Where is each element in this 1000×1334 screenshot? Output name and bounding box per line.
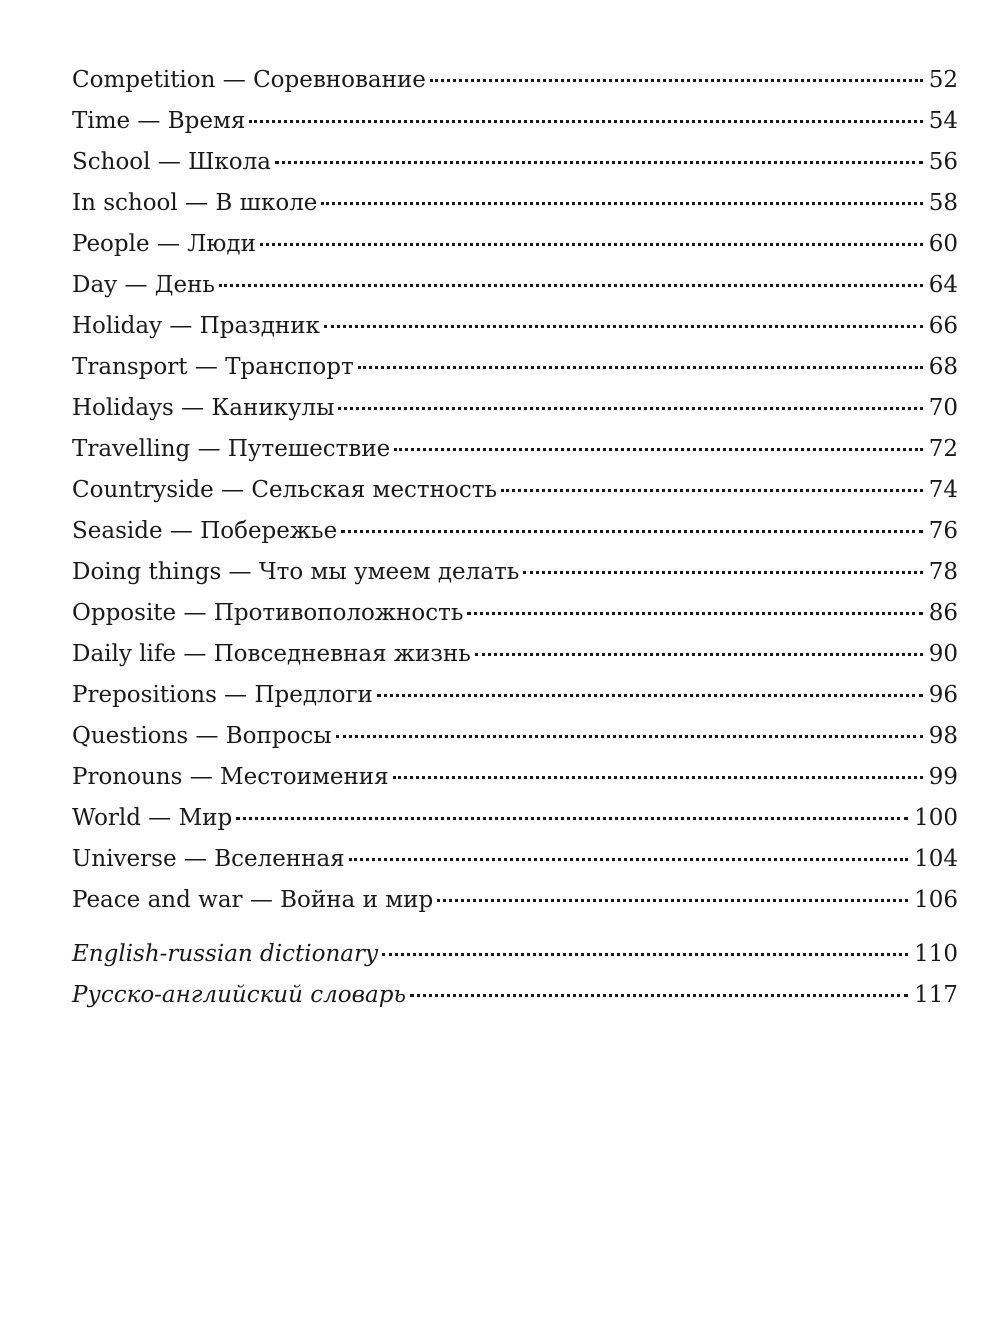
toc-entry bbox=[72, 101, 958, 142]
dot-leader bbox=[321, 202, 922, 205]
toc-entry-page: 117 bbox=[914, 982, 958, 1008]
toc-entry bbox=[72, 552, 958, 593]
toc-entry-page: 98 bbox=[928, 723, 958, 749]
dot-leader bbox=[275, 161, 923, 164]
dot-leader bbox=[523, 571, 922, 574]
toc-entry bbox=[72, 593, 958, 634]
toc-entry-title: Questions — Вопросы bbox=[72, 723, 332, 749]
toc-entry-page: 54 bbox=[928, 108, 958, 134]
table-of-contents bbox=[72, 60, 958, 1016]
toc-entry-page: 96 bbox=[928, 682, 958, 708]
toc-entry-title: Countryside — Сельская местность bbox=[72, 477, 497, 503]
dot-leader bbox=[382, 953, 908, 956]
dot-leader bbox=[236, 817, 908, 820]
dot-leader bbox=[501, 489, 923, 492]
toc-entry-page: 99 bbox=[928, 764, 958, 790]
toc-entry-page: 106 bbox=[914, 887, 958, 913]
dot-leader bbox=[324, 325, 923, 328]
toc-entry-title: Holidays — Каникулы bbox=[72, 395, 335, 421]
toc-entry bbox=[72, 429, 958, 470]
toc-entry-title: Competition — Соревнование bbox=[72, 67, 426, 93]
toc-entry bbox=[72, 60, 958, 101]
dot-leader bbox=[219, 284, 923, 287]
toc-entry bbox=[72, 511, 958, 552]
toc-entry bbox=[72, 798, 958, 839]
toc-entry-page: 58 bbox=[928, 190, 958, 216]
toc-entry-page: 52 bbox=[928, 67, 958, 93]
dot-leader bbox=[358, 366, 923, 369]
toc-entry bbox=[72, 388, 958, 429]
toc-entry bbox=[72, 757, 958, 798]
toc-entry-page: 78 bbox=[928, 559, 958, 585]
dot-leader bbox=[393, 776, 923, 779]
toc-dictionary-entry bbox=[72, 934, 958, 975]
toc-entry-title: Opposite — Противоположность bbox=[72, 600, 464, 626]
section-gap bbox=[72, 921, 958, 934]
toc-entry-title: Prepositions — Предлоги bbox=[72, 682, 373, 708]
toc-entry-page: 100 bbox=[914, 805, 958, 831]
toc-entry bbox=[72, 716, 958, 757]
toc-entry bbox=[72, 142, 958, 183]
dot-leader bbox=[336, 735, 923, 738]
toc-entry-title: World — Мир bbox=[72, 805, 233, 831]
toc-entry-title: Universe — Вселенная bbox=[72, 846, 345, 872]
dot-leader bbox=[467, 612, 922, 615]
toc-entry bbox=[72, 880, 958, 921]
toc-entry-page: 56 bbox=[928, 149, 958, 175]
dot-leader bbox=[377, 694, 923, 697]
toc-entry bbox=[72, 183, 958, 224]
toc-entry-title: Travelling — Путешествие bbox=[72, 436, 391, 462]
toc-entry-title: Seaside — Побережье bbox=[72, 518, 338, 544]
toc-entry-title: Transport — Транспорт bbox=[72, 354, 354, 380]
toc-entry-title: People — Люди bbox=[72, 231, 256, 257]
dot-leader bbox=[249, 120, 922, 123]
toc-entry bbox=[72, 224, 958, 265]
toc-entry-page: 66 bbox=[928, 313, 958, 339]
dot-leader bbox=[475, 653, 923, 656]
toc-entry-page: 90 bbox=[928, 641, 958, 667]
toc-entry-title: School — Школа bbox=[72, 149, 271, 175]
dot-leader bbox=[341, 530, 923, 533]
toc-entry-title: In school — В школе bbox=[72, 190, 318, 216]
toc-entry-title: English-russian dictionary bbox=[72, 941, 378, 967]
toc-entry-title: Русско-английский словарь bbox=[72, 982, 406, 1008]
toc-entry-page: 70 bbox=[928, 395, 958, 421]
toc-entry-page: 104 bbox=[914, 846, 958, 872]
toc-entry-title: Doing things — Что мы умеем делать bbox=[72, 559, 520, 585]
toc-entry-page: 72 bbox=[928, 436, 958, 462]
toc-dictionary-entry bbox=[72, 975, 958, 1016]
toc-entry-title: Holiday — Праздник bbox=[72, 313, 320, 339]
toc-entry-page: 76 bbox=[928, 518, 958, 544]
dot-leader bbox=[349, 858, 908, 861]
toc-entry bbox=[72, 265, 958, 306]
toc-entry bbox=[72, 470, 958, 511]
toc-entry-title: Pronouns — Местоимения bbox=[72, 764, 389, 790]
dot-leader bbox=[430, 79, 923, 82]
toc-entry-title: Peace and war — Война и мир bbox=[72, 887, 434, 913]
toc-entry-page: 86 bbox=[928, 600, 958, 626]
toc-entry bbox=[72, 347, 958, 388]
toc-entry-page: 110 bbox=[914, 941, 958, 967]
dot-leader bbox=[410, 994, 908, 997]
toc-entry-title: Day — День bbox=[72, 272, 215, 298]
dot-leader bbox=[394, 448, 922, 451]
toc-entry bbox=[72, 675, 958, 716]
dot-leader bbox=[437, 899, 908, 902]
toc-entry-page: 68 bbox=[928, 354, 958, 380]
toc-entry-title: Daily life — Повседневная жизнь bbox=[72, 641, 471, 667]
toc-entry-page: 60 bbox=[928, 231, 958, 257]
toc-entry bbox=[72, 839, 958, 880]
toc-entry-title: Time — Время bbox=[72, 108, 246, 134]
toc-entry-page: 74 bbox=[928, 477, 958, 503]
dot-leader bbox=[260, 243, 923, 246]
dot-leader bbox=[338, 407, 922, 410]
toc-entry-page: 64 bbox=[928, 272, 958, 298]
toc-entry bbox=[72, 306, 958, 347]
toc-entry bbox=[72, 634, 958, 675]
